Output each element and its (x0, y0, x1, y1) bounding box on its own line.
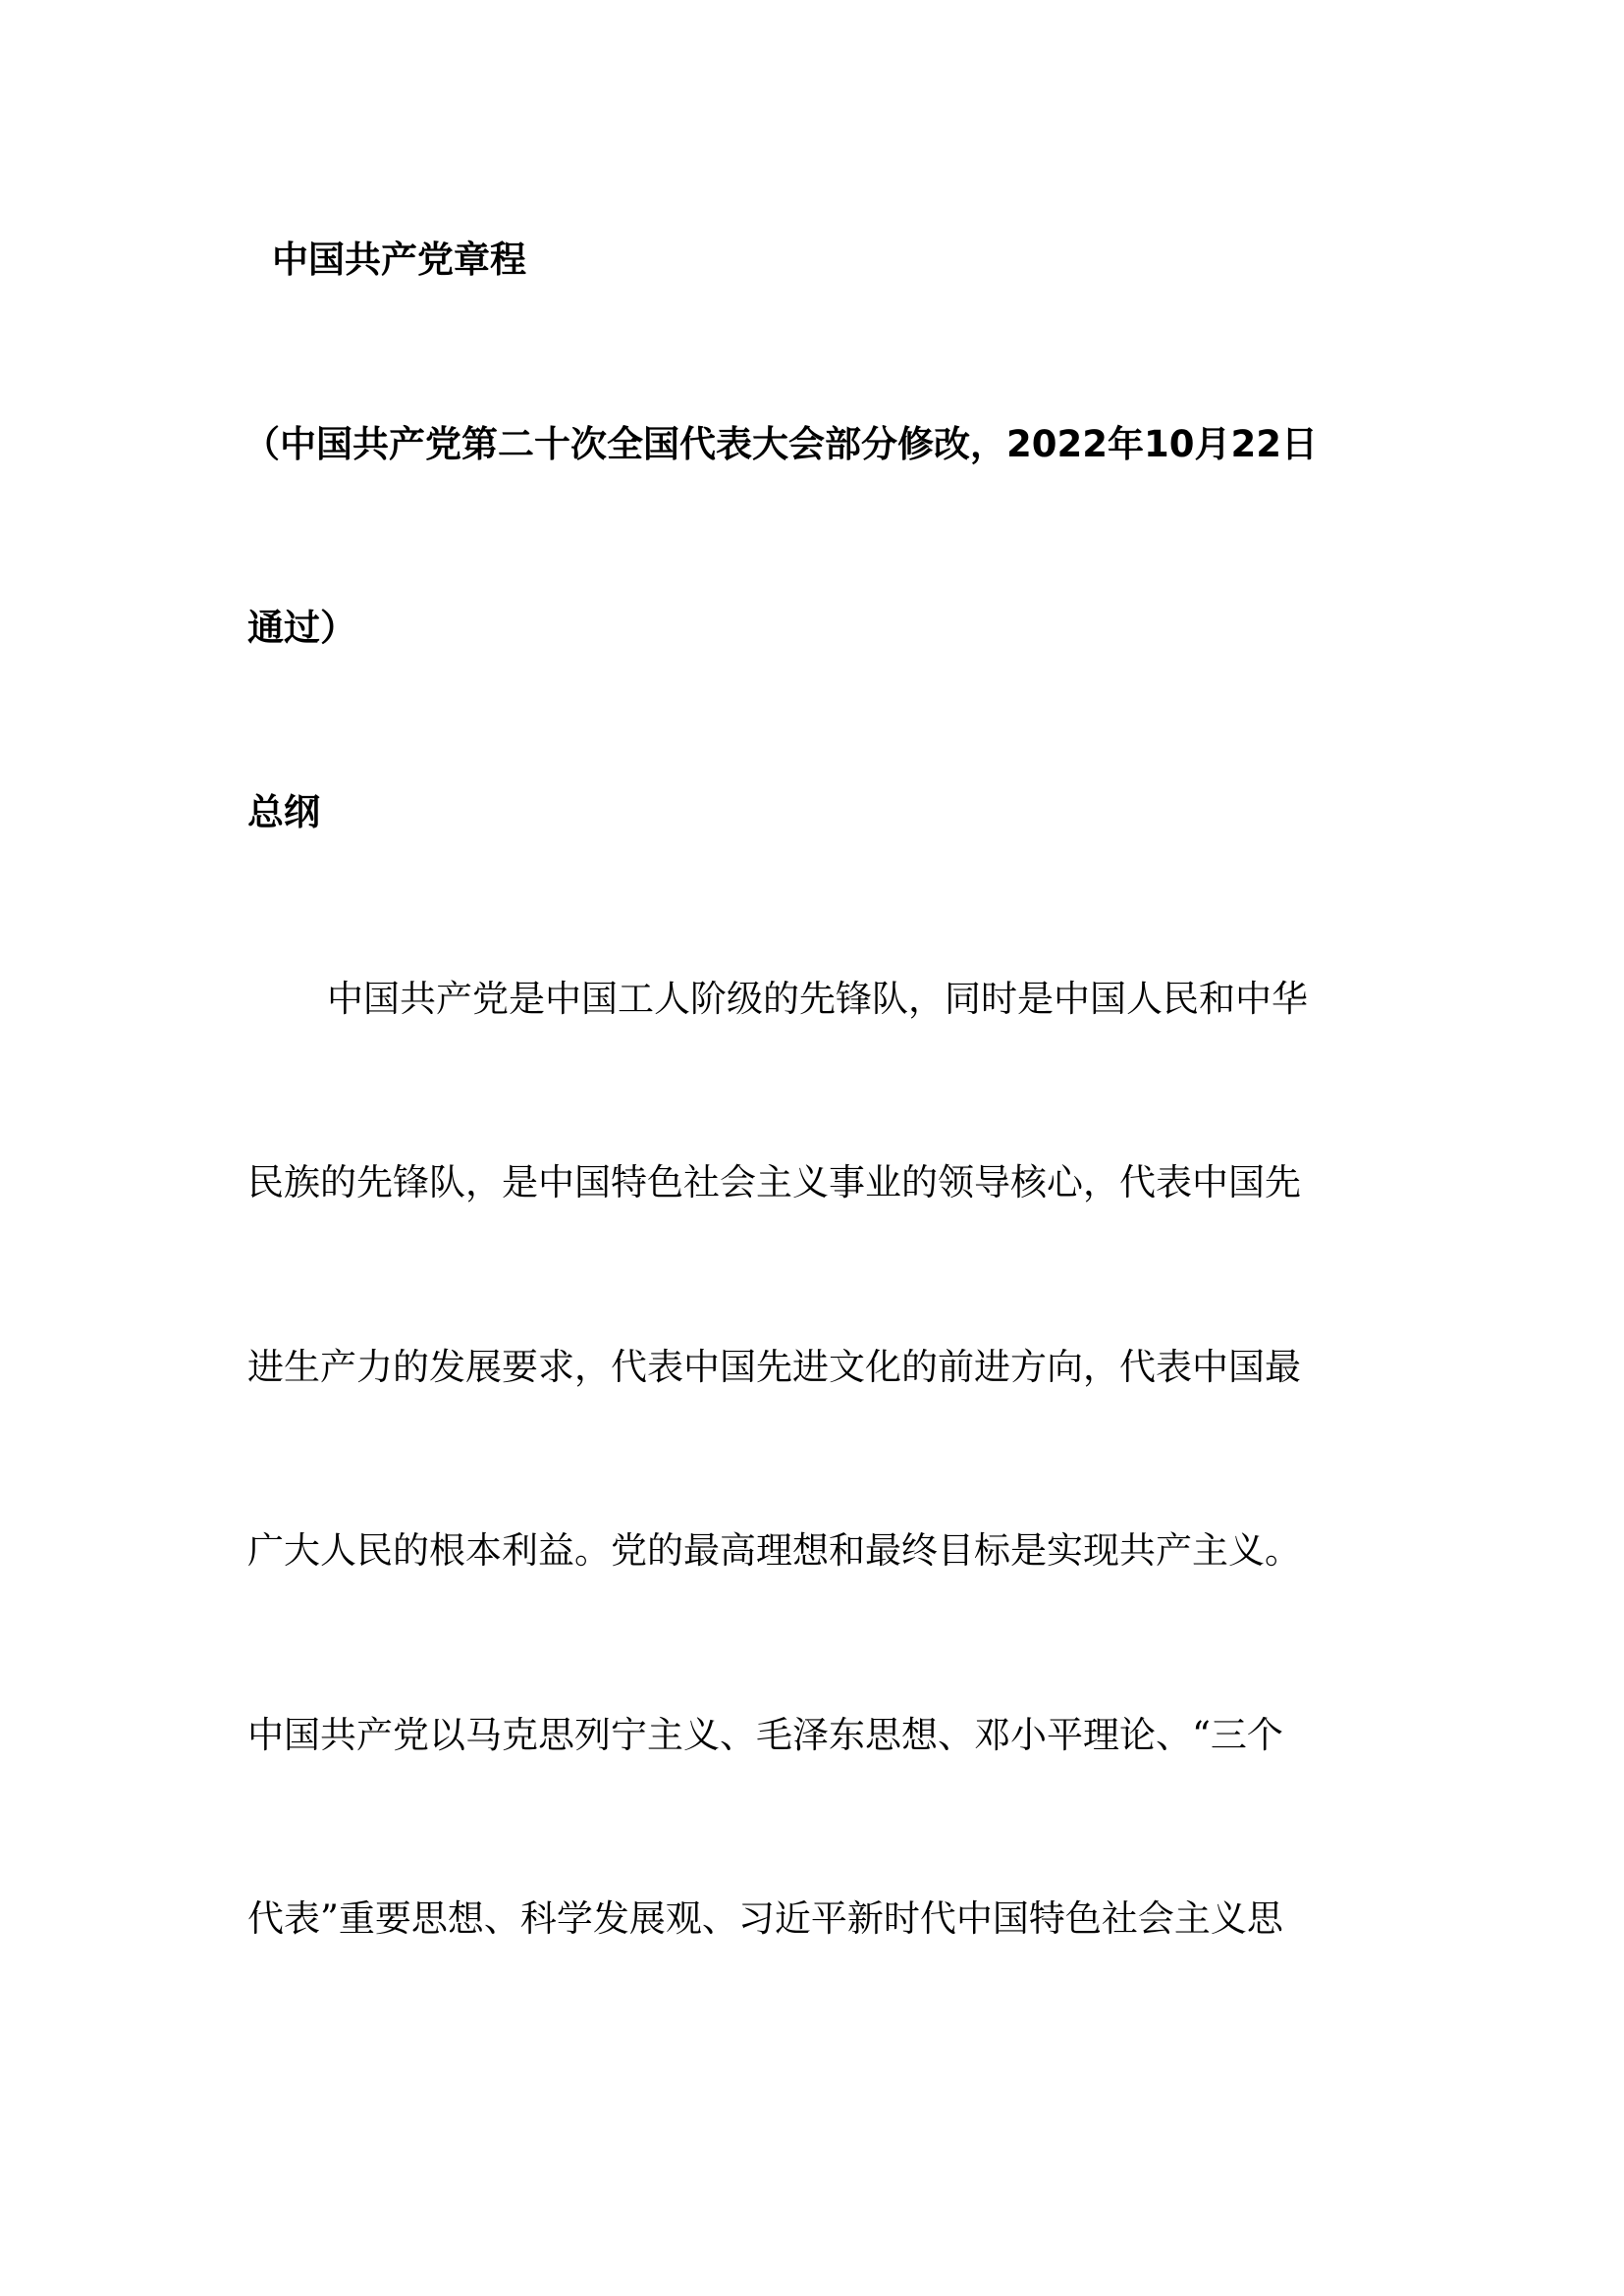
body-text-line: 广大人民的根本利益。党的最高理想和最终目标是实现共产主义。 (247, 1529, 1301, 1572)
body-text-line: 民族的先锋队，是中国特色社会主义事业的领导核心，代表中国先 (247, 1161, 1301, 1203)
body-text-line: 进生产力的发展要求，代表中国先进文化的前进方向，代表中国最 (247, 1346, 1301, 1388)
body-text-line: 中国共产党以马克思列宁主义、毛泽东思想、邓小平理论、“三个 (247, 1714, 1283, 1756)
section-heading: 总纲 (247, 791, 320, 833)
body-text-line: 代表”重要思想、科学发展观、习近平新时代中国特色社会主义思 (247, 1897, 1283, 1940)
subtitle-line: （中国共产党第二十次全国代表大会部分修改，2022年10月22日 (244, 423, 1318, 465)
subtitle-line: 通过） (247, 607, 356, 649)
body-text-line: 中国共产党是中国工人阶级的先锋队，同时是中国人民和中华 (327, 978, 1308, 1020)
document-title: 中国共产党章程 (272, 239, 526, 281)
